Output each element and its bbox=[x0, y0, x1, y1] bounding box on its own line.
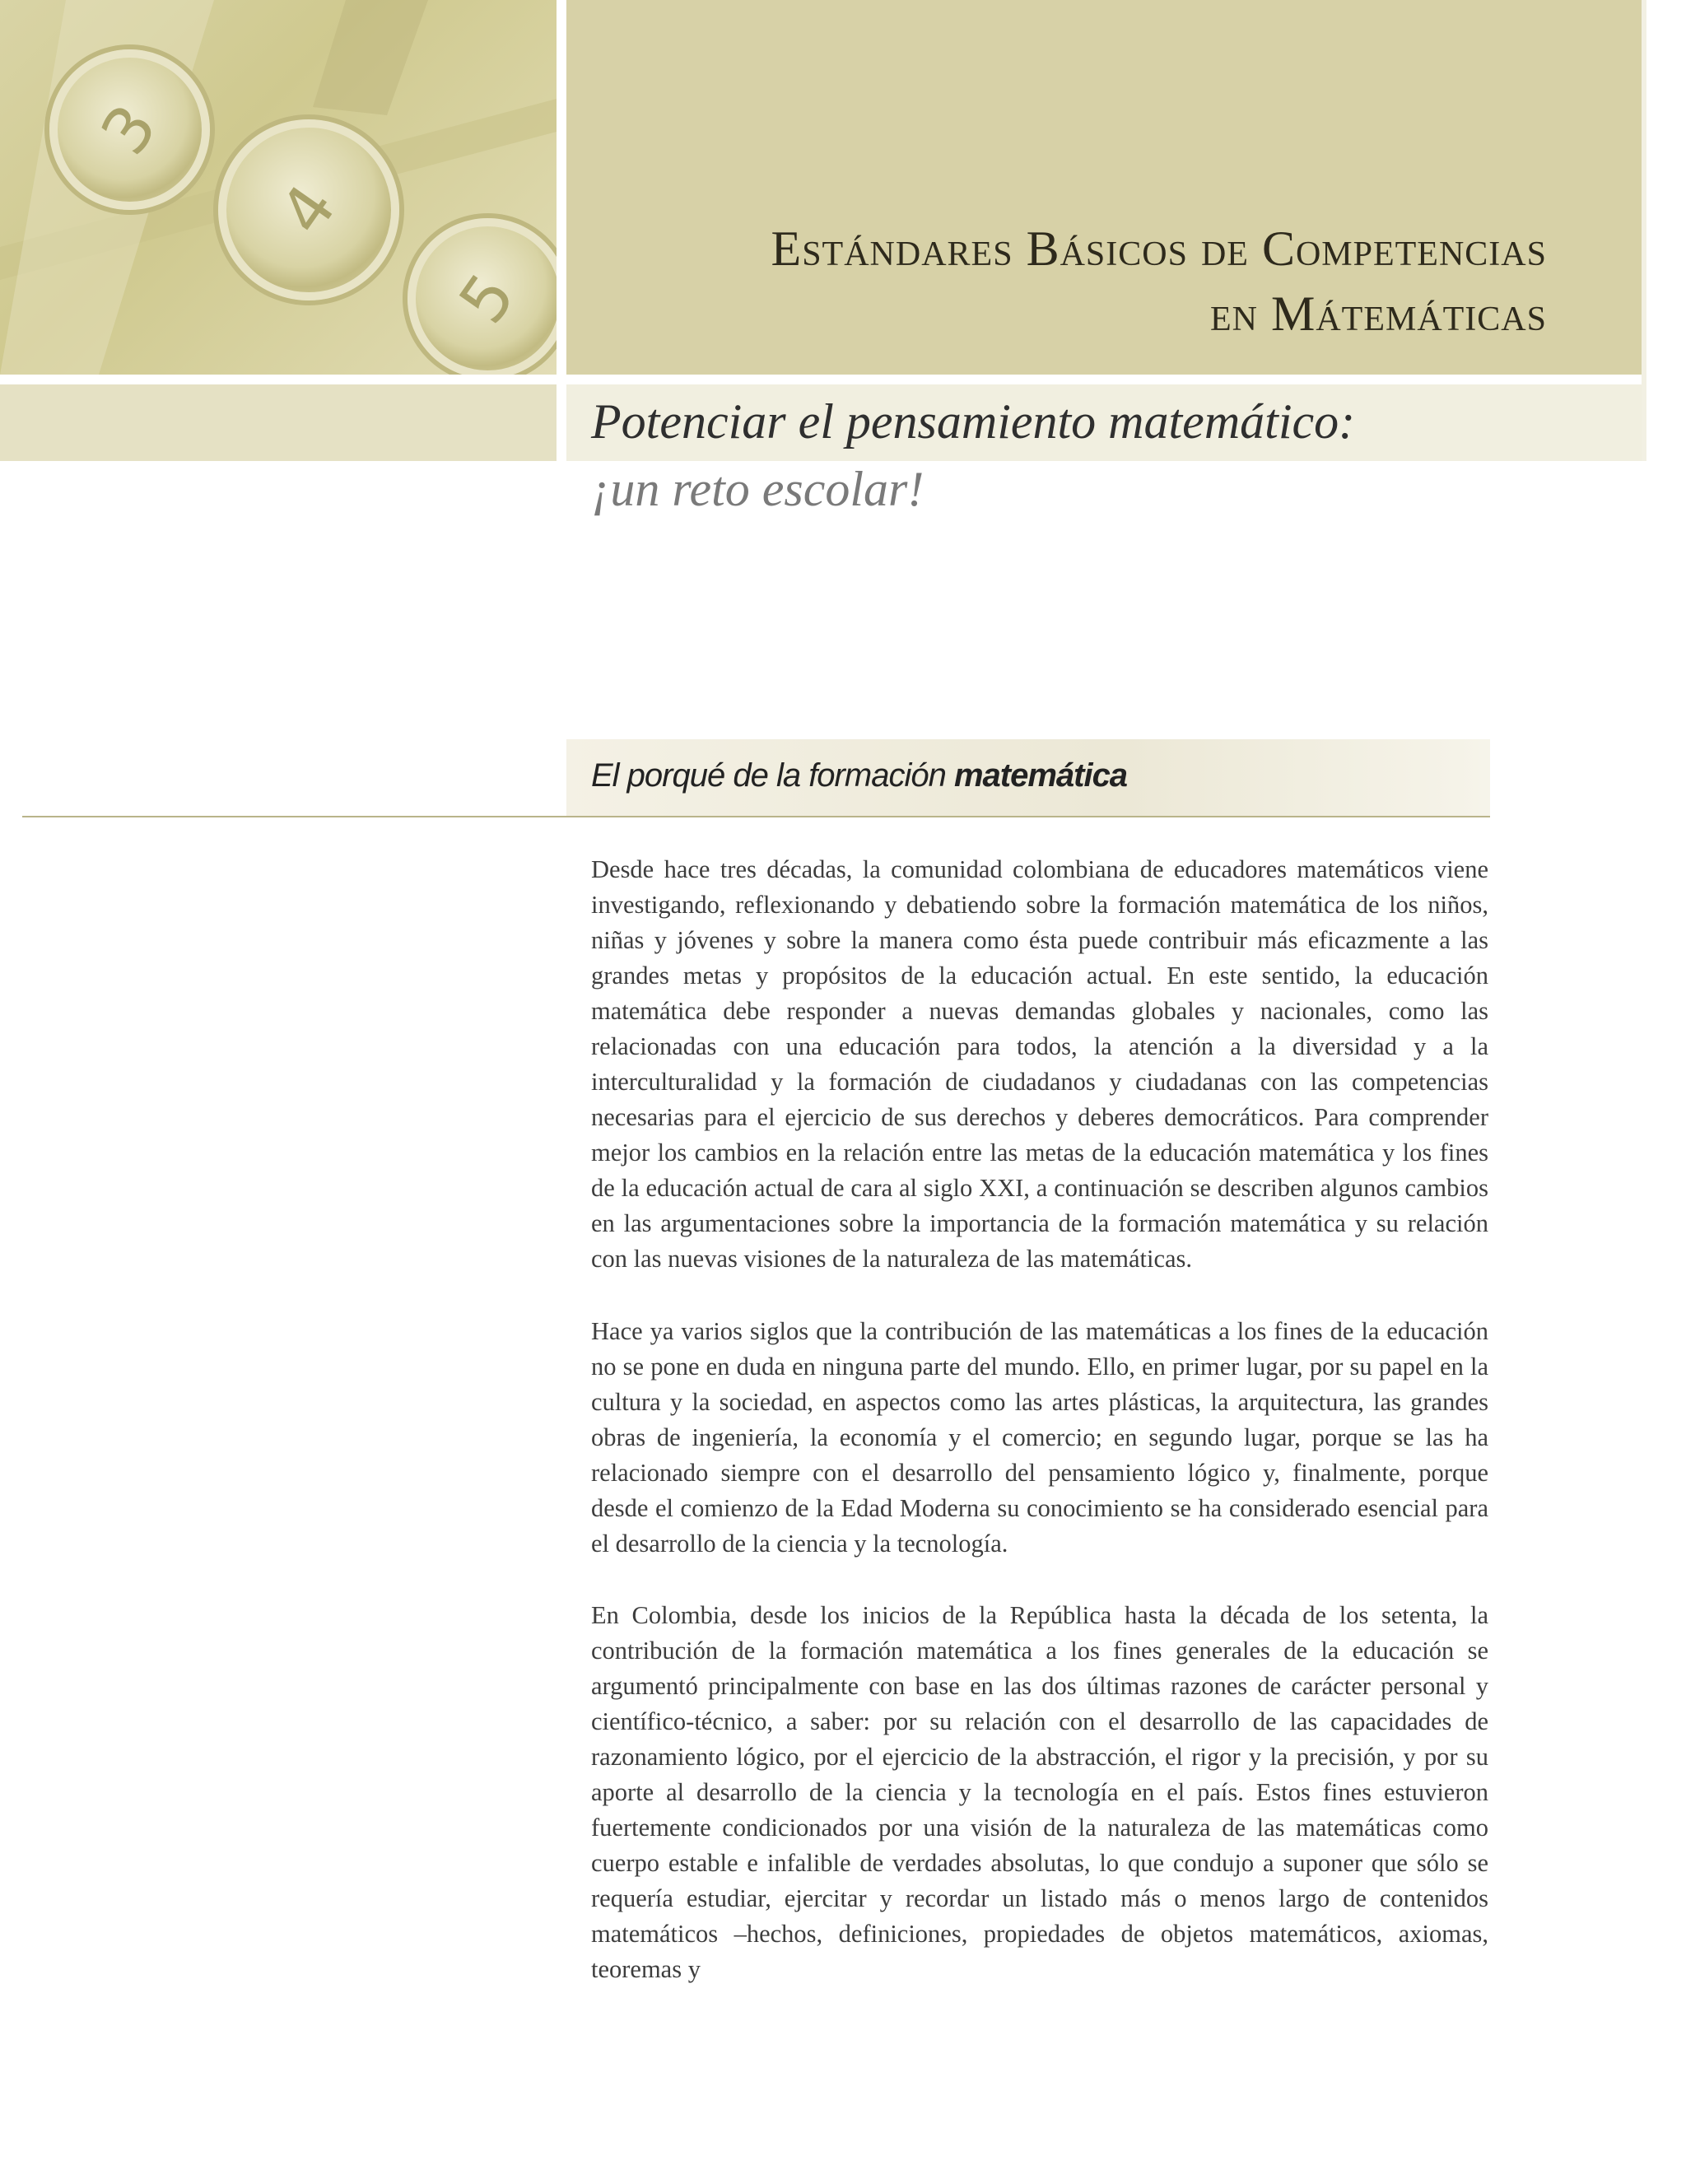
paragraph-1: Desde hace tres décadas, la comunidad colombiana de educadores matemáticos viene investigando, reflexionando y debatiendo sobre la formación matemática de los niños, niñas y jóvenes y sobre la manera como ésta puede contribuir más eficazmente a las grandes metas y propósitos de la educación actual. En este sentido, la educación matemática debe responder a nuevas demandas globales y nacionales, como las relacionadas con una educación para todos, la atención a la diversidad y a la interculturalidad y la formación de ciudadanos y ciudadanas con las competencias necesarias para el ejercicio de sus derechos y deberes democráticos. Para comprender mejor los cambios en la relación entre las metas de la educación matemática y los fines de la educación actual de cara al siglo XXI, a continuación se describen algunos cambios en las argumentaciones sobre la importancia de la formación matemática y su relación con las nuevas visiones de la naturaleza de las matemáticas. bbox=[591, 855, 1488, 1273]
right-edge-strip bbox=[1642, 0, 1646, 461]
section-heading-regular: El porqué de la formación bbox=[591, 757, 954, 794]
section-heading-box bbox=[566, 739, 1490, 817]
chapter-subtitle: ¡un reto escolar! bbox=[591, 462, 925, 516]
title-banner bbox=[566, 0, 1642, 375]
section-divider bbox=[22, 816, 1490, 817]
paragraph-2: Hace ya varios siglos que la contribución de las matemáticas a los fines de la educación no se pone en duda en ninguna parte del mundo. Ello, en primer lugar, por su papel en la cultura y la sociedad, en aspectos como las artes plásticas, la arquitectura, las grandes obras de ingeniería, la economía y el comercio; en segundo lugar, porque se las ha relacionado siempre con el desarrollo del pensamiento lógico y, finalmente, porque desde el comienzo de la Edad Moderna su conocimiento se ha considerado esencial para el desarrollo de la ciencia y la tecnología. bbox=[591, 1317, 1488, 1558]
document-title-line-1: Estándares Básicos de Competencias bbox=[771, 221, 1547, 276]
typewriter-key-3: 3 bbox=[49, 49, 210, 210]
section-heading bbox=[591, 757, 1127, 794]
paragraph-3: En Colombia, desde los inicios de la República hasta la década de los setenta, la contribución de la formación matemática a los fines generales de la educación se argumentó principalmente con base en las dos últimas razones de carácter personal y científico-técnico, a saber: por su relación con el desarrollo de las capacidades de razonamiento lógico, por el ejercicio de la abstracción, el rigor y la precisión, y por su aporte al desarrollo de la ciencia y la tecnología en el país. Estos fines estuvieron fuertemente condicionados por una visión de la naturaleza de las matemáticas como cuerpo estable e infalible de verdades absolutas, lo que condujo a suponer que sólo se requería estudiar, ejercitar y recordar un listado más o menos largo de contenidos matemáticos –hechos, definiciones, propiedades de objetos matemáticos, axiomas, teoremas y bbox=[591, 1601, 1488, 1983]
header-image-typewriter-keys bbox=[0, 0, 557, 375]
document-title-line-2: en Mátemáticas bbox=[1210, 286, 1547, 341]
typewriter-key-5: 5 bbox=[408, 218, 557, 375]
chapter-title: Potenciar el pensamiento matemático: bbox=[591, 394, 1356, 449]
typewriter-key-4: 4 bbox=[218, 119, 399, 300]
section-heading-bold: matemática bbox=[953, 757, 1128, 794]
left-band bbox=[0, 384, 557, 461]
